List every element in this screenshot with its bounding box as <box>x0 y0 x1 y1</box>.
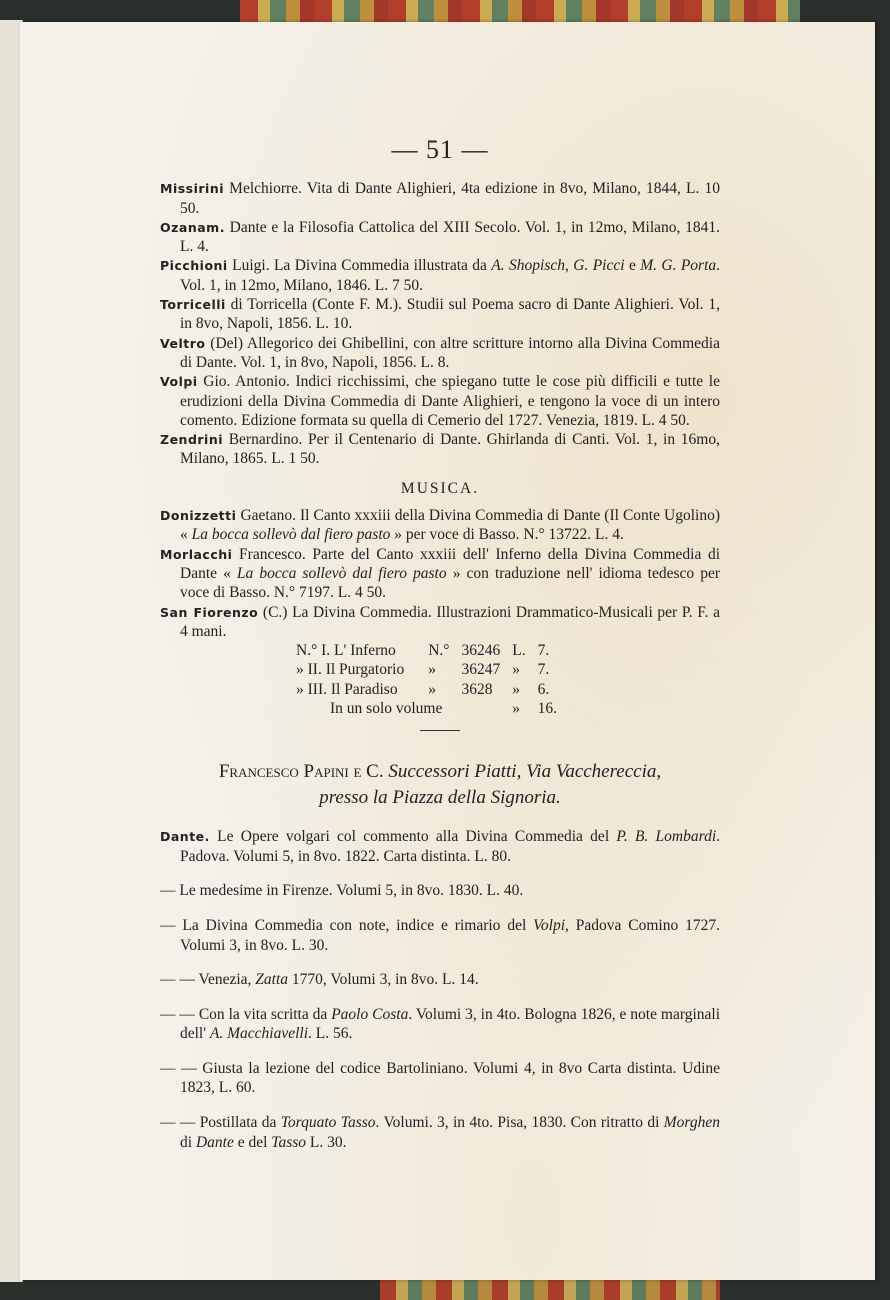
row-price: 7. <box>537 661 550 679</box>
entry-dash-1: — Le medesime in Firenze. Volumi 5, in 8vo. 1830. L. 40. <box>160 882 524 900</box>
entry-dante: Dante. Le Opere volgari col commento alla Divina Commedia del P. B. Lombardi. Padova. Volumi 5, in 8vo. 1822. Carta distinta. L. 80. <box>160 828 721 865</box>
table-row <box>290 680 563 699</box>
entry-morlacchi: Morlacchi Francesco. Parte del Canto xxxiii dell' Inferno della Divina Commedia di Dante « La bocca sollevò dal fiero pasto » con traduzione nell' idioma tedesco per voce di Basso. N.° 7197. L. 4 50. <box>160 545 720 602</box>
page-number: — 51 — <box>391 135 489 164</box>
table-row <box>290 641 563 660</box>
entry-dash-2: — La Divina Commedia con note, indice e rimario del Volpi, Padova Comino 1727. Volumi 3, in 8vo. L. 30. <box>160 917 720 954</box>
entry-san-fiorenzo: San Fiorenzo (C.) La Divina Commedia. Illustrazioni Drammatico-Musicali per P. F. a 4 mani. <box>160 603 721 640</box>
row-num-prefix: » <box>428 680 436 698</box>
row-price: 6. <box>537 680 550 698</box>
section-divider <box>420 730 460 731</box>
row-price: 7. <box>537 642 550 660</box>
row-l: » <box>512 680 520 698</box>
solo-volume-label: In un solo volume <box>330 700 443 718</box>
table-row <box>290 660 563 679</box>
entry-missirini: Missirini Melchiorre. Vita di Dante Alighieri, 4ta edizione in 8vo, Milano, 1844, L. 10 50. <box>160 180 720 217</box>
entries-section-b <box>160 506 720 641</box>
publisher-heading <box>160 759 720 811</box>
entry-picchioni: Picchioni Luigi. La Divina Commedia illustrata da A. Shopisch, G. Picci e M. G. Porta. Vol. 1, in 12mo, Milano, 1846. L. 7 50. <box>160 257 721 294</box>
publisher-address-1: Successori Piatti, Via Vacchereccia, <box>388 761 662 783</box>
music-price-table <box>290 641 563 718</box>
row-l: » <box>512 661 520 679</box>
publisher-address-2: presso la Piazza della Signoria. <box>319 787 561 809</box>
row-price: 16. <box>537 700 557 718</box>
table-row-solo <box>290 699 563 718</box>
entries-section-a <box>160 179 720 468</box>
entry-volpi: Volpi Gio. Antonio. Indici ricchissimi, che spiegano tutte le cose più difficili e tutte le erudizioni della Divina Commedia di Dante Alighieri, e tengono la voce di un intero comento. Edizione formata su quella di Cemerio del 1727. Venezia, 1819. L. 4 50. <box>160 373 720 429</box>
publisher-name: Francesco Papini e C. <box>218 761 384 783</box>
entry-veltro: Veltro (Del) Allegorico dei Ghibellini, con altre scritture intorno alla Divina Commedia di Dante. Vol. 1, in 8vo, Napoli, 1856. L. 8. <box>160 334 720 371</box>
row-number: 36247 <box>461 661 501 679</box>
row-l: » <box>512 700 520 718</box>
book-page <box>20 22 875 1280</box>
row-label: » III. Il Paradiso <box>296 680 398 698</box>
entry-donizzetti: Donizzetti Gaetano. Il Canto xxxiii della Divina Commedia di Dante (Il Conte Ugolino) « La bocca sollevò dal fiero pasto » per voce di Basso. N.° 13722. L. 4. <box>160 507 720 544</box>
marbled-endpaper-bottom <box>380 1280 720 1300</box>
entry-dash-4: — — Con la vita scritta da Paolo Costa. Volumi 3, in 4to. Bologna 1826, e note marginali dell' A. Macchiavelli. L. 56. <box>160 1006 721 1043</box>
entry-dash-6: — — Postillata da Torquato Tasso. Volumi. 3, in 4to. Pisa, 1830. Con ritratto di Morghen di Dante e del Tasso L. 30. <box>160 1114 721 1151</box>
row-label: » II. Il Purgatorio <box>296 661 405 679</box>
row-l: L. <box>512 642 526 660</box>
row-number: 3628 <box>461 680 493 698</box>
row-num-prefix: N.° <box>428 642 450 660</box>
page-content <box>160 135 721 1167</box>
row-number: 36246 <box>461 642 501 660</box>
entry-dash-3: — — Venezia, Zatta 1770, Volumi 3, in 8vo. L. 14. <box>160 971 479 989</box>
row-label: N.° I. L' Inferno <box>296 642 396 660</box>
row-num-prefix: » <box>428 661 436 679</box>
section-heading-musica: MUSICA. <box>400 479 480 497</box>
entry-ozanam: Ozanam. Dante e la Filosofia Cattolica del XIII Secolo. Vol. 1, in 12mo, Milano, 1841. L. 4. <box>160 218 720 256</box>
entry-zendrini: Zendrini Bernardino. Per il Centenario di Dante. Ghirlanda di Canti. Vol. 1, in 16mo, Milano, 1865. L. 1 50. <box>160 431 720 468</box>
entry-torricelli: Torricelli di Torricella (Conte F. M.). Studii sul Poema sacro di Dante Alighieri. Vol. 1, in 8vo, Napoli, 1856. L. 10. <box>160 296 720 333</box>
entry-dash-5: — — Giusta la lezione del codice Bartoliniano. Volumi 4, in 8vo Carta distinta. Udine 1823, L. 60. <box>160 1060 721 1097</box>
marbled-endpaper-top <box>240 0 800 24</box>
